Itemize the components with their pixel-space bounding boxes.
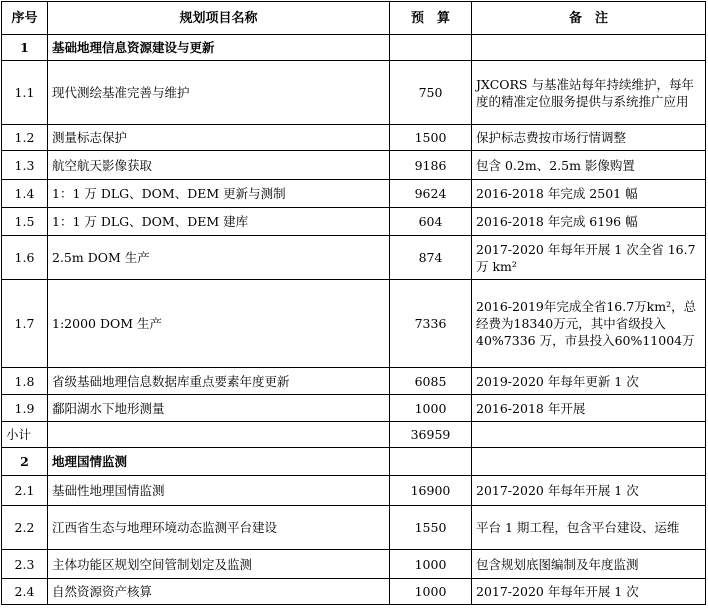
row-no: 1.2 xyxy=(2,125,48,151)
row-note: 2016-2018 年开展 xyxy=(472,395,706,422)
row-no: 小计 xyxy=(2,422,48,448)
row-note: 包含 0.2m、2.5m 影像购置 xyxy=(472,151,706,180)
row-name: 自然资源资产核算 xyxy=(48,579,390,605)
row-note: 平台 1 期工程，包含平台建设、运维 xyxy=(472,506,706,550)
row-name: 现代测绘基准完善与维护 xyxy=(48,61,390,125)
row-budget: 9186 xyxy=(390,151,472,180)
row-name: 鄱阳湖水下地形测量 xyxy=(48,395,390,422)
row-budget: 1550 xyxy=(390,506,472,550)
row-note xyxy=(472,35,706,61)
row-no: 1.9 xyxy=(2,395,48,422)
table-row xyxy=(2,395,706,422)
row-note: 2016-2019年完成全省16.7万km²，总经费为18340万元，其中省级投入 40%7336 万，市县投入60%11004万 xyxy=(472,280,706,368)
row-no: 2.2 xyxy=(2,506,48,550)
row-no: 1.4 xyxy=(2,180,48,208)
row-budget: 6085 xyxy=(390,368,472,395)
row-budget: 604 xyxy=(390,208,472,236)
table-row xyxy=(2,368,706,395)
row-name: 主体功能区规划空间管制划定及监测 xyxy=(48,550,390,579)
row-no: 1.3 xyxy=(2,151,48,180)
header-no: 序号 xyxy=(2,2,48,35)
row-note xyxy=(472,448,706,476)
row-budget: 1000 xyxy=(390,395,472,422)
row-name: 省级基础地理信息数据库重点要素年度更新 xyxy=(48,368,390,395)
header-name: 规划项目名称 xyxy=(48,2,390,35)
table-row xyxy=(2,579,706,605)
row-name: 1：1 万 DLG、DOM、DEM 建库 xyxy=(48,208,390,236)
row-no: 1.7 xyxy=(2,280,48,368)
row-budget xyxy=(390,448,472,476)
row-name: 2.5m DOM 生产 xyxy=(48,236,390,280)
table-row xyxy=(2,236,706,280)
header-note: 备 注 xyxy=(472,2,706,35)
row-name: 1：1 万 DLG、DOM、DEM 更新与测制 xyxy=(48,180,390,208)
row-no: 1.1 xyxy=(2,61,48,125)
row-name xyxy=(48,422,390,448)
row-no: 2 xyxy=(2,448,48,476)
table-row xyxy=(2,180,706,208)
row-no: 2.3 xyxy=(2,550,48,579)
row-budget xyxy=(390,35,472,61)
row-name: 航空航天影像获取 xyxy=(48,151,390,180)
row-budget: 750 xyxy=(390,61,472,125)
row-budget: 9624 xyxy=(390,180,472,208)
row-budget: 16900 xyxy=(390,476,472,506)
row-note: 保护标志费按市场行情调整 xyxy=(472,125,706,151)
row-budget: 1000 xyxy=(390,579,472,605)
row-note xyxy=(472,422,706,448)
row-note: JXCORS 与基准站每年持续维护，每年度的精准定位服务提供与系统推广应用 xyxy=(472,61,706,125)
row-no: 1.5 xyxy=(2,208,48,236)
row-no: 1.8 xyxy=(2,368,48,395)
row-no: 2.1 xyxy=(2,476,48,506)
table-row xyxy=(2,35,706,61)
table-row xyxy=(2,208,706,236)
row-note: 2019-2020 年每年更新 1 次 xyxy=(472,368,706,395)
row-budget: 36959 xyxy=(390,422,472,448)
table-row xyxy=(2,550,706,579)
table-row xyxy=(2,476,706,506)
row-note: 2017-2020 年每年开展 1 次全省 16.7 万 km² xyxy=(472,236,706,280)
row-budget: 1000 xyxy=(390,550,472,579)
row-note: 2017-2020 年每年开展 1 次 xyxy=(472,476,706,506)
table-row xyxy=(2,280,706,368)
header-row xyxy=(2,2,706,35)
row-name: 地理国情监测 xyxy=(48,448,390,476)
row-note: 2016-2018 年完成 2501 幅 xyxy=(472,180,706,208)
row-note: 2016-2018 年完成 6196 幅 xyxy=(472,208,706,236)
row-name: 江西省生态与地理环境动态监测平台建设 xyxy=(48,506,390,550)
table-row xyxy=(2,125,706,151)
row-name: 1:2000 DOM 生产 xyxy=(48,280,390,368)
row-note: 2017-2020 年每年开展 1 次 xyxy=(472,579,706,605)
table-row xyxy=(2,151,706,180)
row-no: 1.6 xyxy=(2,236,48,280)
row-budget: 1500 xyxy=(390,125,472,151)
table-row xyxy=(2,448,706,476)
row-name: 基础性地理国情监测 xyxy=(48,476,390,506)
row-name: 测量标志保护 xyxy=(48,125,390,151)
row-budget: 7336 xyxy=(390,280,472,368)
row-name: 基础地理信息资源建设与更新 xyxy=(48,35,390,61)
row-no: 1 xyxy=(2,35,48,61)
table-row xyxy=(2,506,706,550)
row-budget: 874 xyxy=(390,236,472,280)
subtotal-row xyxy=(2,422,706,448)
row-no: 2.4 xyxy=(2,579,48,605)
header-budget: 预 算 xyxy=(390,2,472,35)
table-row xyxy=(2,61,706,125)
row-note: 包含规划底图编制及年度监测 xyxy=(472,550,706,579)
budget-table xyxy=(1,1,706,605)
